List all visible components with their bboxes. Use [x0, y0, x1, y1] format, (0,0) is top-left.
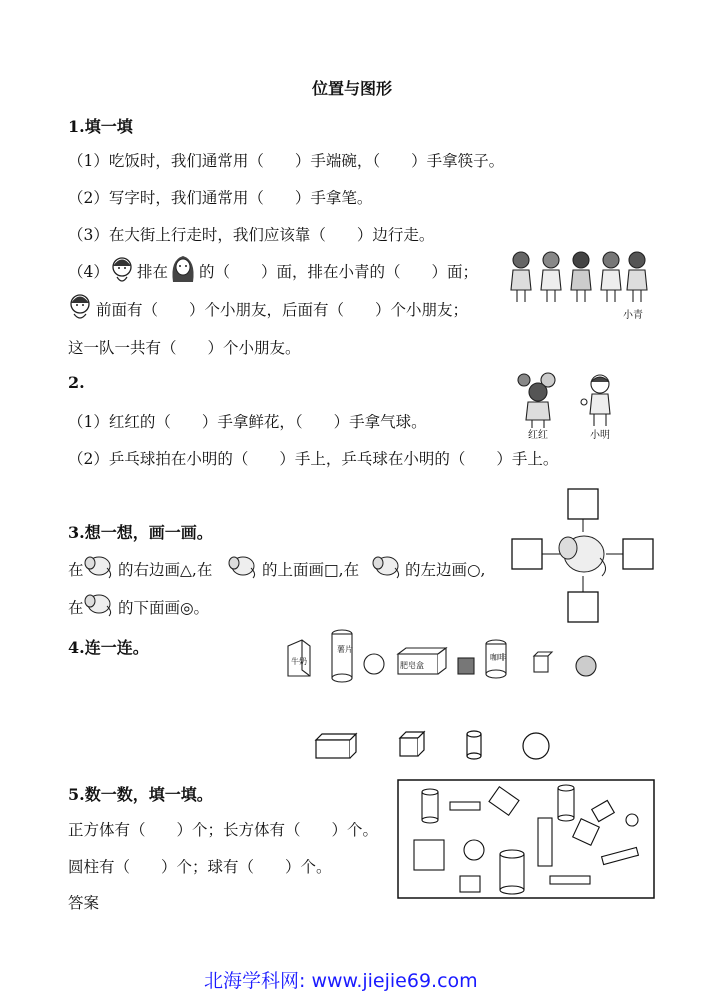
s1-question-4-prefix: （4） [68, 263, 109, 281]
honghong-xiaoming-image [510, 370, 630, 442]
s3-line2-a: 在 [68, 599, 84, 617]
s3-line1-c: 的上面画□,在 [262, 561, 360, 579]
s3-line1-d: 的左边画○, [405, 561, 486, 579]
elephant-boxes-diagram [508, 484, 658, 630]
s3-line2-b: 的下面画◎。 [118, 599, 210, 617]
chips-can [332, 630, 353, 682]
section5-heading: 5.数一数，填一填。 [68, 785, 213, 804]
volleyball [364, 654, 384, 674]
s1-question-4-b: 的（ ）面，排在小青的（ ）面； [199, 263, 479, 281]
cylinder-shape [467, 731, 481, 759]
s3-line1-b: 的右边画△,在 [118, 561, 213, 579]
soap-box [398, 648, 446, 674]
bottom-box [568, 592, 598, 622]
objects-row [282, 626, 602, 688]
answer-label: 答案 [68, 894, 100, 912]
s2-question-1: （1）红红的（ ）手拿鲜花，（ ）手拿气球。 [68, 413, 427, 431]
sphere-shape [523, 733, 549, 759]
s2-question-2: （2）乒乓球拍在小明的（ ）手上，乒乓球在小明的（ ）手上。 [68, 450, 559, 468]
svg-text:肥皂盒: 肥皂盒 [400, 661, 424, 670]
elephant-icon [84, 590, 114, 618]
s1-question-4-a: 排在 [137, 263, 169, 281]
s1-question-4-c: 前面有（ ）个小朋友，后面有（ ）个小朋友； [96, 301, 469, 319]
left-box [512, 539, 542, 569]
right-box [623, 539, 653, 569]
svg-text:薯片: 薯片 [337, 645, 353, 654]
s1-question-1: （1）吃饭时，我们通常用（ ）手端碗，（ ）手拿筷子。 [68, 152, 505, 170]
s1-question-4-d: 这一队一共有（ ）个小朋友。 [68, 339, 301, 357]
elephant-icon [372, 552, 402, 580]
xiaoqing-label: 小青 [623, 310, 643, 321]
shapes-row [312, 728, 562, 764]
footer-website: 北海学科网: www.jiejie69.com [204, 970, 478, 992]
section3-heading: 3.想一想，画一画。 [68, 523, 213, 542]
section4-heading: 4.连一连。 [68, 638, 149, 657]
small-box [534, 652, 552, 672]
long-hair-girl-icon [168, 252, 198, 286]
cube-shape [400, 732, 424, 756]
svg-text:牛奶: 牛奶 [291, 657, 307, 666]
elephant-icon [84, 552, 114, 580]
elephant-icon [228, 552, 258, 580]
girl-face-icon-2 [66, 291, 94, 323]
top-box [568, 489, 598, 519]
s5-question-1: 正方体有（ ）个；长方体有（ ）个。 [68, 821, 379, 839]
s1-question-3: （3）在大街上行走时，我们应该靠（ ）边行走。 [68, 226, 435, 244]
rubik-cube [458, 658, 474, 674]
s3-line1-a: 在 [68, 561, 84, 579]
shapes-count-frame [396, 778, 658, 902]
s1-question-2: （2）写字时，我们通常用（ ）手拿笔。 [68, 189, 373, 207]
section1-heading: 1.填一填 [68, 117, 133, 136]
girl-face-icon [108, 255, 136, 285]
svg-text:咖啡: 咖啡 [490, 653, 506, 662]
cuboid-shape [316, 734, 356, 758]
coffee-can [486, 640, 506, 678]
kids-lineup-image [505, 246, 655, 322]
honghong-label: 红红 [528, 430, 548, 441]
page-title: 位置与图形 [312, 79, 393, 98]
s5-question-2: 圆柱有（ ）个；球有（ ）个。 [68, 858, 332, 876]
milk-carton [288, 640, 310, 676]
xiaoming-label: 小明 [590, 430, 610, 441]
basketball [576, 656, 596, 676]
section2-heading: 2. [68, 373, 85, 392]
